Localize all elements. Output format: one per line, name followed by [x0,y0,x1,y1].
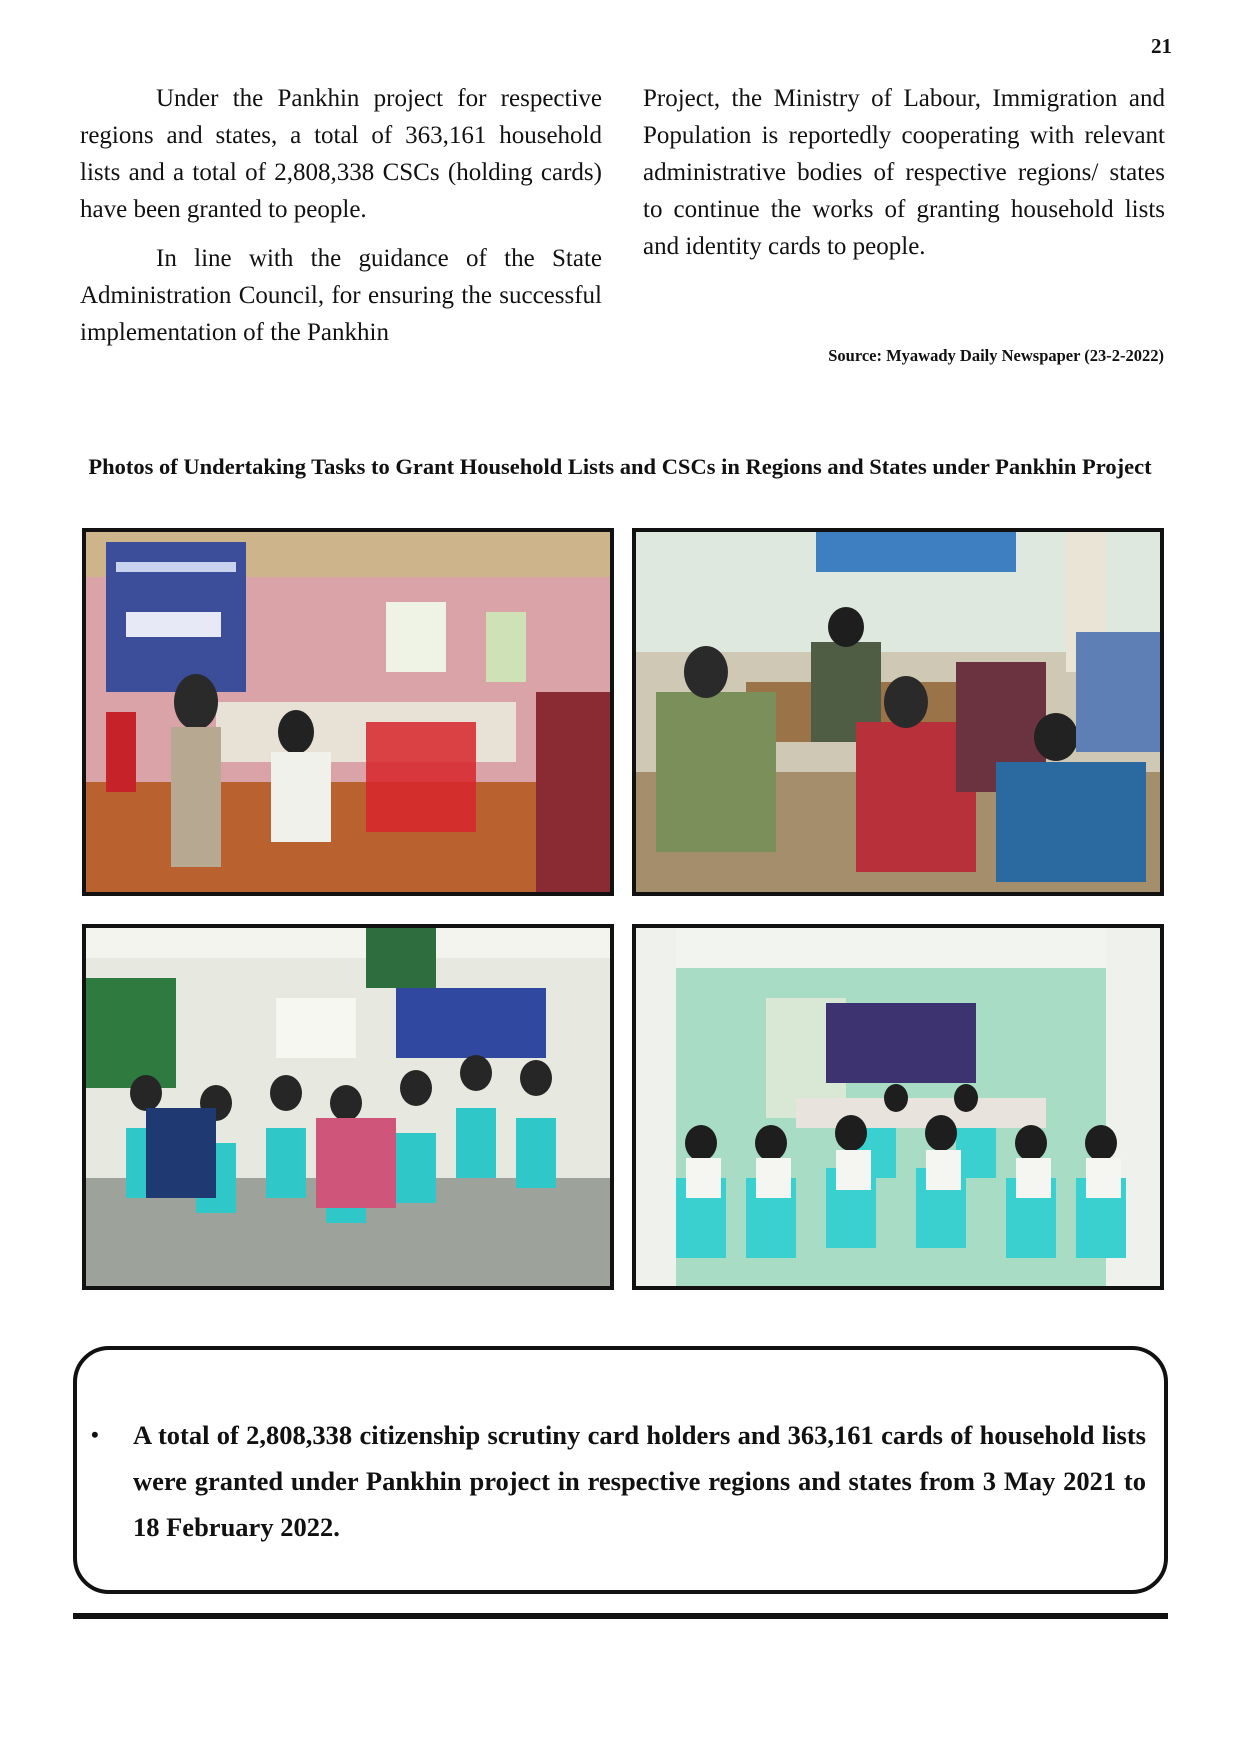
summary-list [91,1412,1146,1550]
summary-box [73,1346,1168,1594]
source-citation: Source: Myawady Daily Newspaper (23-2-2022) [828,346,1164,365]
paragraph-sac-guidance: In line with the guidance of the State Administration Council, for ensuring the successful implementation of the Pankhin [80,245,602,346]
left-text-column [80,80,602,351]
bottom-rule [73,1613,1168,1619]
paragraph-pankhin-totals: Under the Pankhin project for respective regions and states, a total of 363,161 household lists and a total of 2,808,338 CSCs (holding cards) have been granted to people. [80,85,602,223]
summary-text: A total of 2,808,338 citizenship scrutiny card holders and 363,161 cards of household lists were granted under Pankhin project in respective regions and states from 3 May 2021 to 18 February 2022. [133,1420,1146,1542]
bullet-icon: • [91,1422,99,1447]
photo-office-registration [82,528,614,896]
photo-floor-meeting [632,528,1164,896]
photo-hall-session-image [636,928,1160,1286]
summary-item [91,1412,1146,1550]
photo-hall-session [632,924,1164,1290]
paragraph-ministry-cooperation: Project, the Ministry of Labour, Immigration and Population is reportedly cooperating with relevant administrative bodies of respective regions/ states to continue the works of granting household lists and identity cards to people. [643,85,1165,260]
photo-classroom-gathering [82,924,614,1290]
photos-caption: Photos of Undertaking Tasks to Grant Household Lists and CSCs in Regions and States under Pankhin Project [88,454,1152,479]
page-number: 21 [1151,34,1172,58]
photo-classroom-gathering-image [86,928,610,1286]
photo-office-registration-image [86,532,610,892]
right-text-column [643,80,1165,265]
photo-floor-meeting-image [636,532,1160,892]
